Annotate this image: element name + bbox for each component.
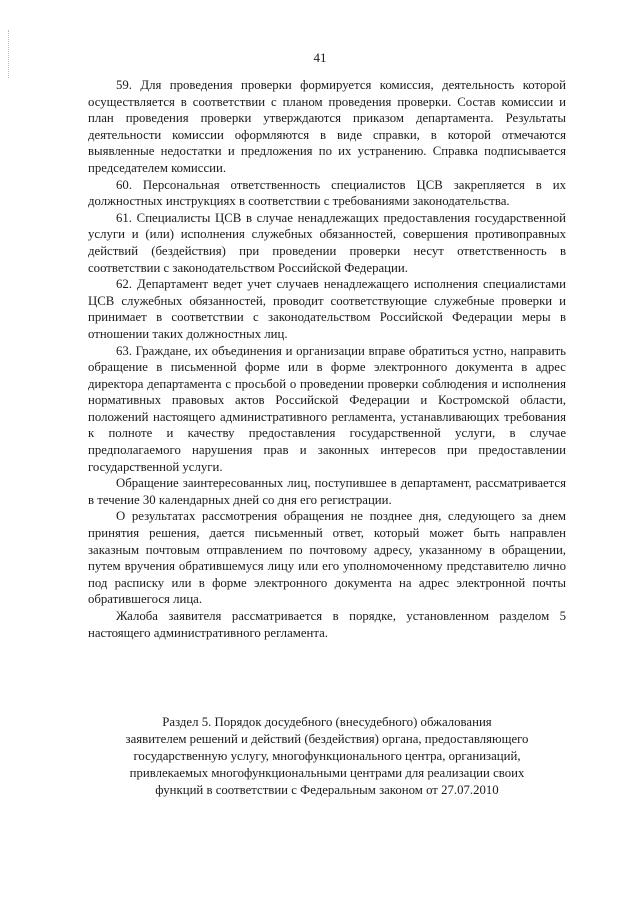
- section-heading: [80, 714, 574, 799]
- paragraph-63: 63. Граждане, их объединения и организации вправе обратиться устно, направить обращение в письменной форме или в форме электронного документа в адрес директора департамента с просьбой о проведении проверки соблюдения и исполнения нормативных правовых актов Российской Федерации и Костромской области, положений настоящего административного регламента, устанавливающих требования к полноте и качеству предоставления государственной услуги, в случае предполагаемого нарушения прав и законных интересов при предоставлении государственной услуги.: [88, 343, 566, 474]
- section-heading-line: функций в соответствии с Федеральным законом от 27.07.2010: [155, 783, 499, 797]
- paragraph-complaint: Жалоба заявителя рассматривается в порядке, установленном разделом 5 настоящего административного регламента.: [88, 609, 566, 640]
- paragraph-review-period: Обращение заинтересованных лиц, поступившее в департамент, рассматривается в течение 30 календарных дней со дня его регистрации.: [88, 476, 566, 507]
- section-heading-line: государственную услугу, многофункционального центра, организаций,: [133, 749, 521, 763]
- body-text: [88, 77, 566, 641]
- section-heading-line: заявителем решений и действий (бездействия) органа, предоставляющего: [125, 732, 529, 746]
- paragraph-60: 60. Персональная ответственность специалистов ЦСВ закрепляется в их должностных инструкциях в соответствии с требованиями законодательства.: [88, 177, 566, 209]
- section-heading-line: привлекаемых многофункциональными центрами для реализации своих: [129, 766, 525, 780]
- paragraph-62: 62. Департамент ведет учет случаев ненадлежащего исполнения специалистами ЦСВ служебных обязанностей, проводит соответствующие служебные проверки и принимает в соответствии с законодательством Российской Федерации меры в отношении таких должностных лиц.: [88, 277, 566, 341]
- paragraph-61: 61. Специалисты ЦСВ в случае ненадлежащих предоставления государственной услуги и (или) исполнения служебных обязанностей, совершения противоправных действий (бездействия) при проведении проверки несут ответственность в соответствии с законодательством Российской Федерации.: [88, 210, 566, 275]
- page-number: 41: [313, 50, 327, 65]
- paragraph-59: 59. Для проведения проверки формируется комиссия, деятельность которой осуществляется в соответствии с планом проведения проверки. Состав комиссии и план проведения проверки утверждаются приказом департамента. Результаты деятельности комиссии оформляются в виде справки, в которой отмечаются выявленные недостатки и предложения по их устранению. Справка подписывается председателем комиссии.: [88, 78, 566, 175]
- paragraph-review-result: О результатах рассмотрения обращения не позднее дня, следующего за днем принятия решения, дается письменный ответ, который может быть направлен заказным почтовым отправлением по почтовому адресу, указанному в обращении, путем вручения обратившемуся лицу или его уполномоченному представителю лично под расписку или в форме электронного документа на адрес электронной почты обратившегося лица.: [88, 509, 566, 607]
- section-heading-line: Раздел 5. Порядок досудебного (внесудебного) обжалования: [162, 715, 492, 729]
